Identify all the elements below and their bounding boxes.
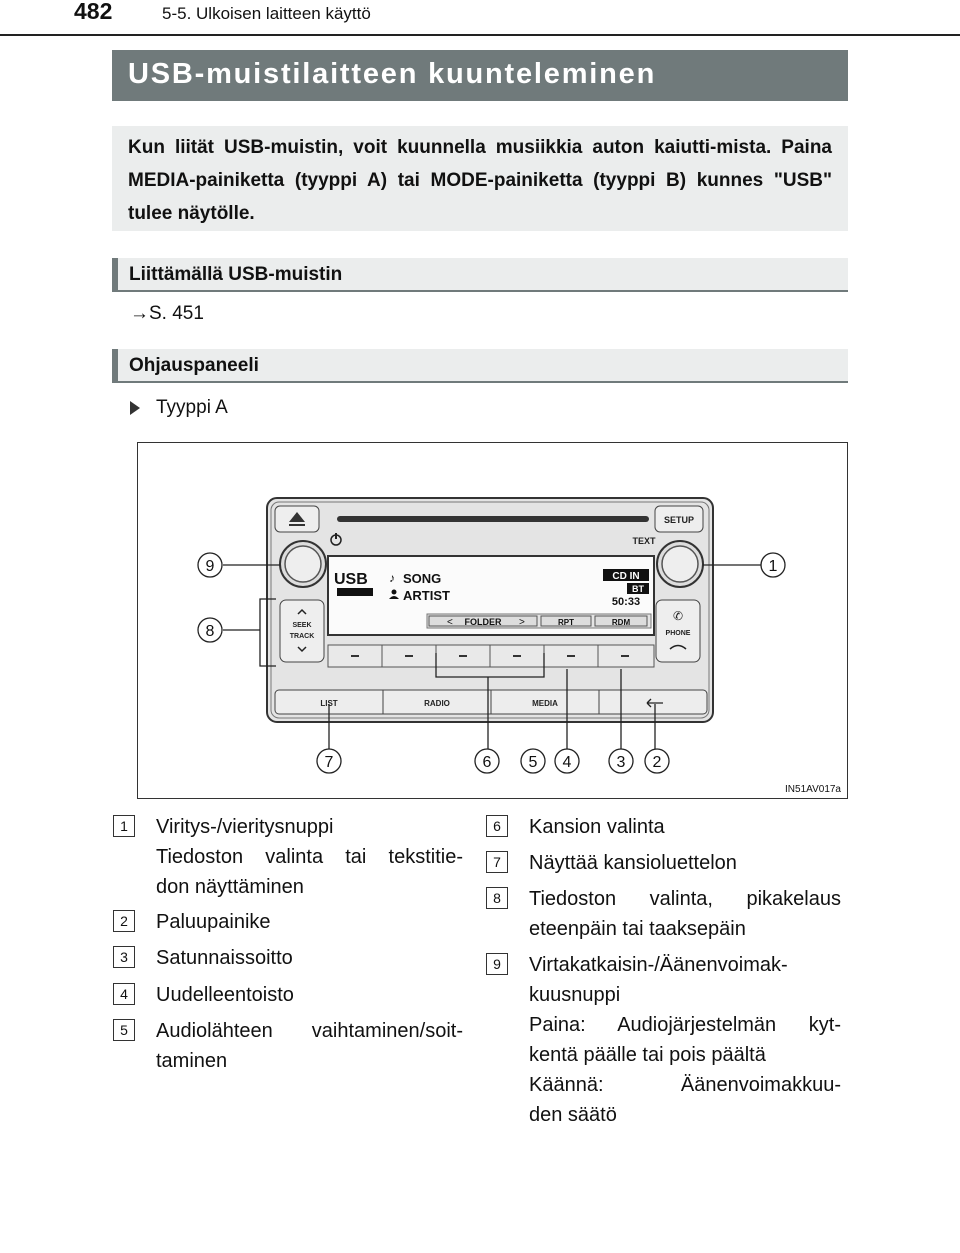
display-song: SONG — [403, 571, 442, 586]
display-rpt: RPT — [558, 618, 574, 627]
svg-text:8: 8 — [205, 623, 215, 640]
svg-text:♪: ♪ — [389, 571, 395, 585]
bullet-triangle-icon — [130, 401, 140, 415]
display-time: 50:33 — [611, 596, 641, 608]
display-cd-in: CD IN — [612, 571, 640, 582]
intro-text: Kun liität USB-muistin, voit kuunnella musiikkia auton kaiutti-mista. Paina MEDIA-painiketta (tyyppi A) tai MODE-painiketta (tyyppi B) kunnes "USB" tulee näytölle. — [128, 137, 832, 224]
phone-button — [656, 600, 700, 662]
phone-label: PHONE — [665, 630, 691, 637]
callout-5 — [521, 749, 545, 773]
display-folder: FOLDER — [464, 617, 502, 627]
svg-text:2: 2 — [652, 754, 662, 771]
display-source: USB — [334, 571, 368, 588]
callout-1 — [761, 553, 785, 577]
number-badge: 4 — [113, 983, 135, 1005]
number-badge: 7 — [486, 851, 508, 873]
number-badge: 1 — [113, 815, 135, 837]
number-badge: 9 — [486, 953, 508, 975]
display-rdm: RDM — [611, 618, 631, 627]
svg-text:6: 6 — [482, 754, 492, 771]
svg-text:✆: ✆ — [672, 609, 684, 623]
number-badge: 5 — [113, 1019, 135, 1041]
type-label-text: Tyyppi A — [156, 397, 228, 418]
callout-6 — [475, 749, 499, 773]
figure-code: IN51AV017a — [785, 784, 841, 795]
media-label: MEDIA — [532, 699, 558, 708]
volume-knob — [280, 541, 326, 587]
svg-text:4: 4 — [562, 754, 572, 771]
intro-box — [112, 126, 848, 231]
subheading-control-panel: Ohjauspaneeli — [112, 349, 848, 383]
svg-text:5: 5 — [528, 754, 538, 771]
svg-text:>: > — [519, 617, 525, 628]
callout-9 — [198, 553, 222, 577]
callout-2 — [645, 749, 669, 773]
subheading-connect: Liittämällä USB-muistin — [112, 258, 848, 292]
seek-label: SEEK — [292, 622, 312, 629]
display-artist: ARTIST — [403, 588, 450, 603]
callout-3 — [609, 749, 633, 773]
type-label — [130, 397, 228, 419]
callout-4 — [555, 749, 579, 773]
svg-text:9: 9 — [205, 558, 215, 575]
number-badge: 2 — [113, 910, 135, 932]
preset-buttons — [328, 645, 654, 667]
tune-knob — [657, 541, 703, 587]
bottom-button-row — [275, 690, 707, 714]
list-label: LIST — [320, 699, 338, 708]
svg-text:<: < — [447, 617, 453, 628]
display — [328, 556, 654, 635]
number-badge: 3 — [113, 946, 135, 968]
display-bt: BT — [632, 584, 644, 594]
svg-text:1: 1 — [768, 558, 778, 575]
callout-8 — [198, 618, 222, 642]
text-label: TEXT — [632, 536, 656, 546]
control-panel-figure — [137, 442, 848, 799]
page-number: 482 — [74, 0, 113, 24]
setup-label: SETUP — [663, 515, 695, 525]
seek-track-button — [280, 600, 324, 662]
svg-text:7: 7 — [324, 754, 334, 771]
chapter-title: 5-5. Ulkoisen laitteen käyttö — [162, 4, 371, 23]
radio-label: RADIO — [424, 699, 450, 708]
track-label: TRACK — [289, 633, 315, 640]
svg-text:3: 3 — [616, 754, 626, 771]
header-rule — [0, 34, 960, 36]
number-badge: 8 — [486, 887, 508, 909]
callout-7 — [317, 749, 341, 773]
number-badge: 6 — [486, 815, 508, 837]
page-reference: →S. 451 — [130, 303, 204, 324]
section-title: USB-muistilaitteen kuunteleminen — [112, 50, 848, 101]
